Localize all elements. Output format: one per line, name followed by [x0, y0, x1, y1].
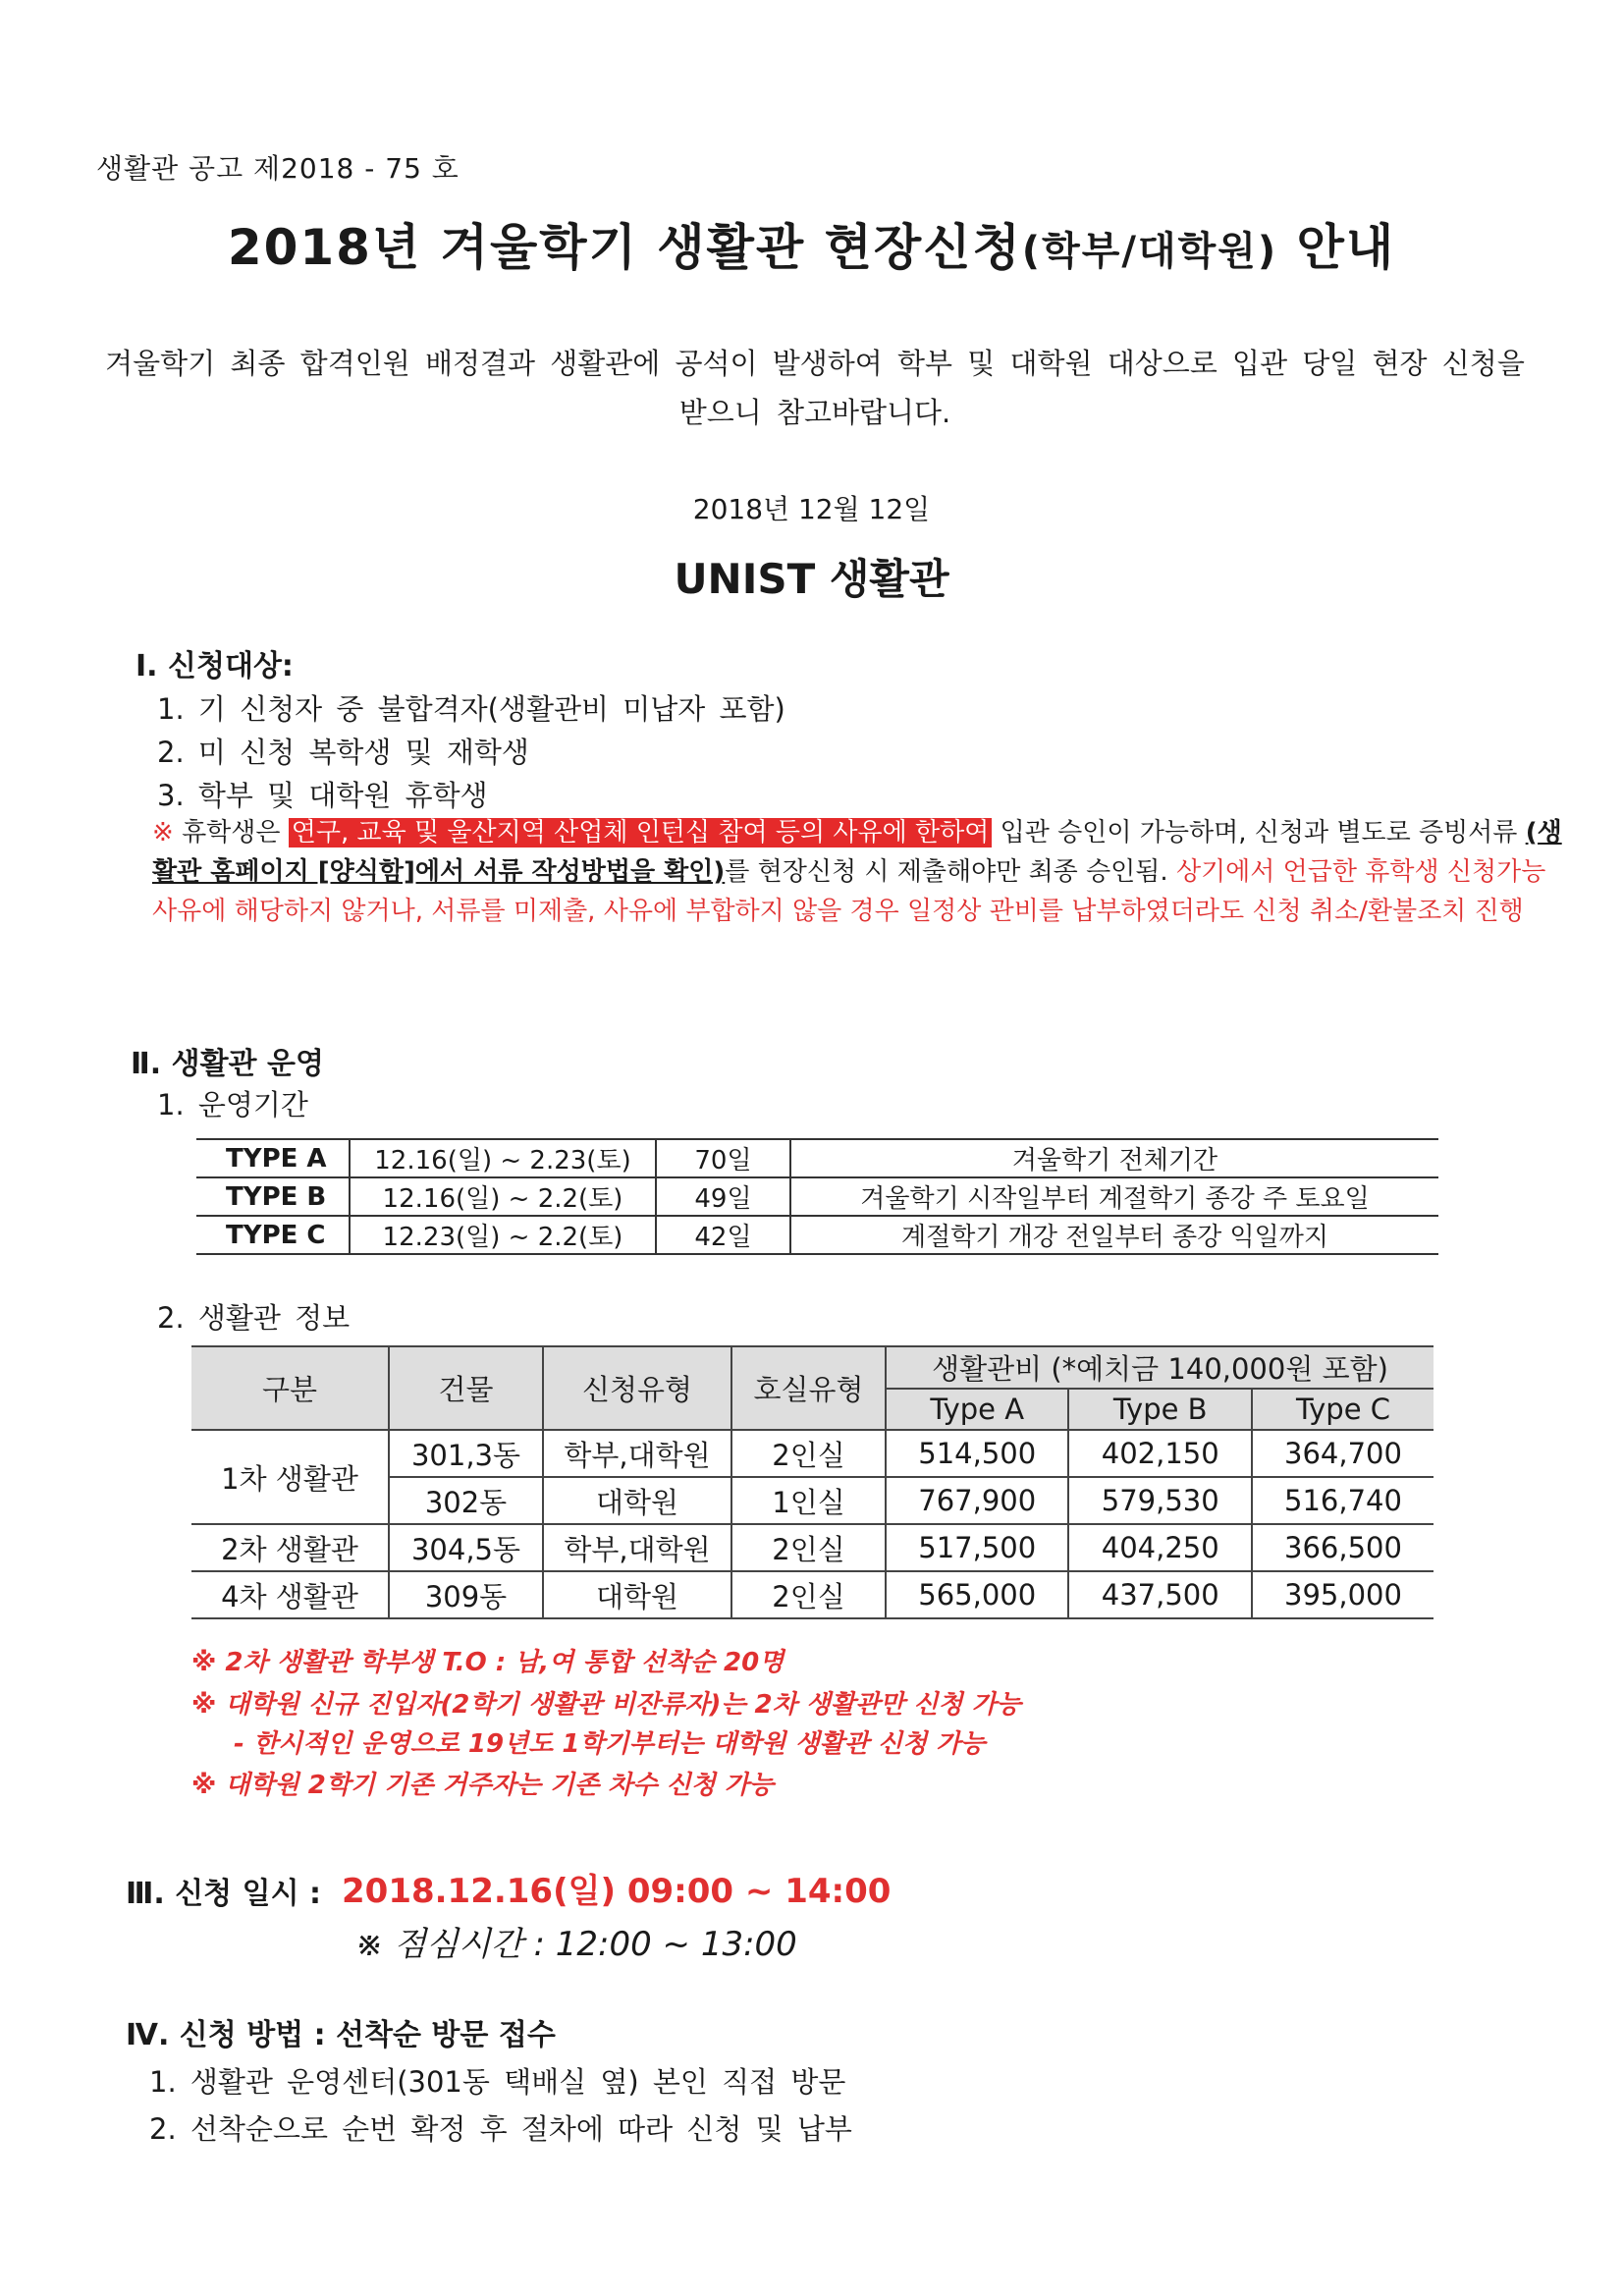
note-mark: ※ — [152, 818, 174, 847]
note-text-1: 휴학생은 — [182, 818, 289, 847]
table-row — [196, 1139, 1438, 1177]
section-1-item: 3. 학부 및 대학원 휴학생 — [157, 779, 488, 812]
dorm-group: 4차 생활관 — [191, 1571, 389, 1618]
col-category: 구분 — [191, 1346, 389, 1430]
period-days: 70일 — [656, 1139, 790, 1177]
dorm-building: 309동 — [389, 1571, 543, 1618]
dorm-group: 1차 생활관 — [191, 1430, 389, 1524]
fee-c: 516,740 — [1252, 1477, 1434, 1524]
col-room-type: 호실유형 — [731, 1346, 886, 1430]
fee-b: 437,500 — [1068, 1571, 1251, 1618]
section-2-heading: Ⅱ. 생활관 운영 — [131, 1047, 324, 1081]
period-range: 12.23(일) ~ 2.2(토) — [350, 1216, 656, 1254]
col-type-c: Type C — [1252, 1389, 1434, 1430]
section-1-heading: Ⅰ. 신청대상: — [135, 649, 294, 683]
fee-a: 517,500 — [886, 1524, 1068, 1571]
note-underline: (생활관 홈페이지 [양식함]에서 서류 작성방법을 확인) — [152, 818, 1562, 887]
period-desc: 계절학기 개강 전일부터 종강 익일까지 — [790, 1216, 1438, 1254]
col-type-b: Type B — [1068, 1389, 1251, 1430]
title-tail: 안내 — [1277, 219, 1396, 276]
fee-b: 404,250 — [1068, 1524, 1251, 1571]
fee-c: 364,700 — [1252, 1430, 1434, 1477]
section-4-item: 1. 생활관 운영센터(301동 택배실 옆) 본인 직접 방문 — [149, 2065, 846, 2099]
fee-a: 514,500 — [886, 1430, 1068, 1477]
period-desc: 겨울학기 시작일부터 계절학기 종강 주 토요일 — [790, 1177, 1438, 1216]
dorm-room: 2인실 — [731, 1571, 886, 1618]
table-row — [196, 1177, 1438, 1216]
table-row — [196, 1216, 1438, 1254]
dorm-building: 304,5동 — [389, 1524, 543, 1571]
section-4-item: 2. 선착순으로 순번 확정 후 절차에 따라 신청 및 납부 — [149, 2112, 852, 2146]
footnote: ※ 2차 생활관 학부생 T.O : 남,여 통합 선착순 20명 — [191, 1648, 784, 1677]
organization-name: UNIST 생활관 — [674, 555, 949, 603]
lunch-time: ※ 점심시간 : 12:00 ~ 13:00 — [355, 1925, 797, 1964]
dorm-room: 2인실 — [731, 1430, 886, 1477]
dorm-apply: 대학원 — [543, 1477, 731, 1524]
dorm-apply: 대학원 — [543, 1571, 731, 1618]
notice-number: 생활관 공고 제2018 - 75 호 — [96, 152, 460, 185]
intro-paragraph: 겨울학기 최종 합격인원 배정결과 생활관에 공석이 발생하여 학부 및 대학원 대상으로 입관 당일 현장 신청을 받으니 참고바랍니다. — [105, 347, 1525, 429]
col-type-a: Type A — [886, 1389, 1068, 1430]
fee-c: 366,500 — [1252, 1524, 1434, 1571]
dorm-building: 302동 — [389, 1477, 543, 1524]
dorm-info-title: 2. 생활관 정보 — [157, 1301, 351, 1335]
period-range: 12.16(일) ~ 2.2(토) — [350, 1177, 656, 1216]
fee-a: 767,900 — [886, 1477, 1068, 1524]
fee-c: 395,000 — [1252, 1571, 1434, 1618]
col-building: 건물 — [389, 1346, 543, 1430]
period-type: TYPE C — [196, 1216, 350, 1254]
period-type: TYPE A — [196, 1139, 350, 1177]
fee-a: 565,000 — [886, 1571, 1068, 1618]
note-text-2: 입관 승인이 가능하며, 신청과 별도로 증빙서류 — [992, 818, 1526, 847]
leave-student-note — [152, 813, 1566, 931]
section-3-heading: Ⅲ. 신청 일시 : — [126, 1877, 322, 1911]
dorm-room: 2인실 — [731, 1524, 886, 1571]
footnote: ※ 대학원 신규 진입자(2학기 생활관 비잔류자)는 2차 생활관만 신청 가능 — [191, 1690, 1021, 1720]
dorm-apply: 학부,대학원 — [543, 1430, 731, 1477]
footnote: ※ 대학원 2학기 기존 거주자는 기존 차수 신청 가능 — [191, 1771, 774, 1800]
fee-b: 579,530 — [1068, 1477, 1251, 1524]
dorm-room: 1인실 — [731, 1477, 886, 1524]
page-title — [0, 208, 1623, 279]
table-header-row — [191, 1346, 1434, 1389]
dorm-info-table — [191, 1345, 1434, 1619]
title-main: 2018년 겨울학기 생활관 현장신청 — [227, 219, 1022, 276]
dorm-apply: 학부,대학원 — [543, 1524, 731, 1571]
table-row — [191, 1571, 1434, 1618]
note-highlight: 연구, 교육 및 울산지역 산업체 인턴십 참여 등의 사유에 한하여 — [289, 818, 993, 847]
period-desc: 겨울학기 전체기간 — [790, 1139, 1438, 1177]
col-apply-type: 신청유형 — [543, 1346, 731, 1430]
fee-b: 402,150 — [1068, 1430, 1251, 1477]
operation-period-table — [196, 1138, 1438, 1255]
period-range: 12.16(일) ~ 2.23(토) — [350, 1139, 656, 1177]
table-row — [191, 1524, 1434, 1571]
operation-period-title: 1. 운영기간 — [157, 1088, 308, 1121]
note-red-text: 상기에서 언급한 휴학생 신청가능사유에 해당하지 않거나, 서류를 미제출, 사유에 부합하지 않을 경우 일정상 관비를 납부하였더라도 신청 취소/환불조치 진행 — [152, 857, 1546, 926]
note-text-3: 를 현장신청 시 제출해야만 최종 승인됨. — [725, 857, 1176, 887]
title-sub: (학부/대학원) — [1021, 229, 1278, 274]
period-days: 42일 — [656, 1216, 790, 1254]
table-row — [191, 1430, 1434, 1477]
dorm-building: 301,3동 — [389, 1430, 543, 1477]
dorm-group: 2차 생활관 — [191, 1524, 389, 1571]
col-fee: 생활관비 (*예치금 140,000원 포함) — [886, 1346, 1434, 1389]
period-days: 49일 — [656, 1177, 790, 1216]
footnote: - 한시적인 운영으로 19년도 1학기부터는 대학원 생활관 신청 가능 — [234, 1729, 986, 1759]
section-4-heading: Ⅳ. 신청 방법 : 선착순 방문 접수 — [126, 2018, 556, 2052]
period-type: TYPE B — [196, 1177, 350, 1216]
section-1-item: 1. 기 신청자 중 불합격자(생활관비 미납자 포함) — [157, 692, 785, 726]
application-datetime: 2018.12.16(일) 09:00 ~ 14:00 — [342, 1872, 892, 1911]
notice-date: 2018년 12월 12일 — [692, 493, 931, 525]
section-1-item: 2. 미 신청 복학생 및 재학생 — [157, 736, 529, 769]
